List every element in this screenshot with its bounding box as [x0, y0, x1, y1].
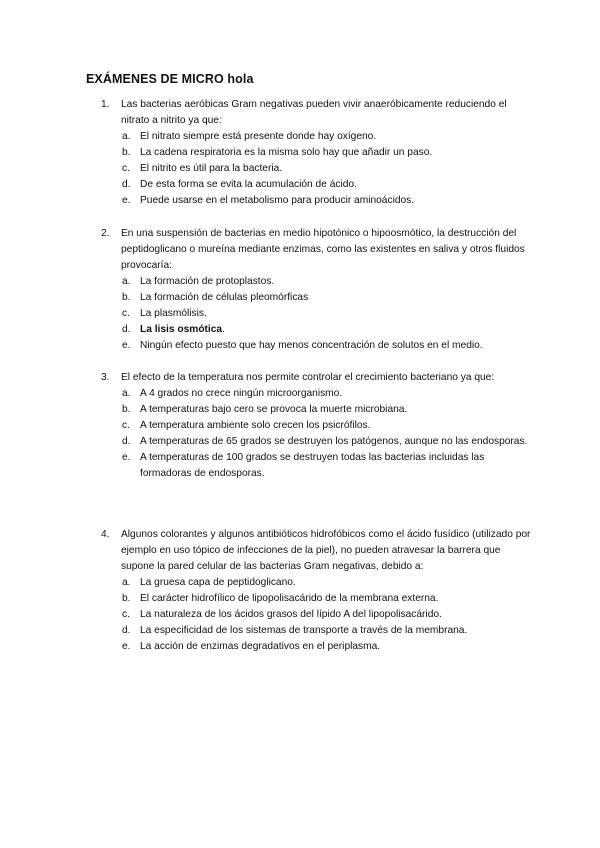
question-text: En una suspensión de bacterias en medio hipotónico o hipoosmótico, la destrucción del peptidoglicano o mureína mediante enzimas, como las existentes en saliva y otros fluidos provocaría:: [121, 228, 525, 271]
option-text: La especificidad de los sistemas de transporte a través de la membrana.: [140, 625, 468, 636]
option-letter: d.: [122, 625, 131, 636]
option-letter: a.: [122, 388, 131, 399]
option-e: [101, 450, 531, 482]
option-text: El nitrato siempre está presente donde hay oxígeno.: [140, 131, 377, 142]
option-text: De esta forma se evita la acumulación de ácido.: [140, 179, 357, 190]
option-a: [101, 386, 531, 402]
option-letter: e.: [122, 641, 131, 652]
option-letter: c.: [122, 308, 130, 319]
option-text: El nitrito es útil para la bacteria.: [140, 163, 283, 174]
option-text: La plasmólisis.: [140, 308, 207, 319]
option-suffix: .: [222, 324, 225, 335]
option-text: El carácter hidrofílico de lipopolisacárido de la membrana externa.: [140, 593, 439, 604]
option-text: La gruesa capa de peptidoglicano.: [140, 577, 296, 588]
option-letter: e.: [122, 452, 131, 463]
option-d: [101, 322, 531, 338]
option-b: [101, 145, 531, 161]
option-text: Ningún efecto puesto que hay menos concentración de solutos en el medio.: [140, 340, 483, 351]
option-c: [101, 607, 531, 623]
option-letter: d.: [122, 436, 131, 447]
option-text: A 4 grados no crece ningún microorganismo.: [140, 388, 343, 399]
option-text: La formación de células pleomórficas: [140, 292, 309, 303]
option-c: [101, 161, 531, 177]
option-letter: b.: [122, 292, 131, 303]
question-text: Algunos colorantes y algunos antibióticos hidrofóbicos como el ácido fusídico (utilizado por ejemplo en uso tópico de infecciones de la piel), no pueden atravesar la barrera que supone la pared celular de las bacterias Gram negativas, debido a:: [121, 529, 531, 572]
option-text: La formación de protoplastos.: [140, 276, 275, 287]
option-letter: d.: [122, 179, 131, 190]
option-letter: a.: [122, 577, 131, 588]
question-text: Las bacterias aeróbicas Gram negativas pueden vivir anaeróbicamente reduciendo el nitrato a nitrito ya que:: [121, 99, 507, 126]
option-letter: a.: [122, 276, 131, 287]
question-number: 3.: [101, 372, 110, 383]
option-list: [101, 386, 531, 482]
option-text: La naturaleza de los ácidos grasos del lípido A del lipopolisacárido.: [140, 609, 442, 620]
option-c: [101, 418, 531, 434]
option-text: A temperaturas de 65 grados se destruyen los patógenos, aunque no las endosporas.: [140, 436, 528, 447]
question-text: El efecto de la temperatura nos permite controlar el crecimiento bacteriano ya que:: [121, 372, 495, 383]
question-number: 4.: [101, 529, 110, 540]
option-a: [101, 575, 531, 591]
option-b: [101, 591, 531, 607]
option-letter: c.: [122, 609, 130, 620]
option-text: A temperatura ambiente solo crecen los psicrófilos.: [140, 420, 371, 431]
option-text: Puede usarse en el metabolismo para producir aminoácidos.: [140, 195, 415, 206]
option-letter: e.: [122, 195, 131, 206]
option-letter: a.: [122, 131, 131, 142]
option-e: [101, 193, 531, 209]
question-1: [101, 97, 531, 209]
option-d: [101, 623, 531, 639]
option-letter: e.: [122, 340, 131, 351]
question-2: [101, 226, 531, 354]
question-4: [101, 527, 531, 655]
option-d: [101, 434, 531, 450]
question-number: 1.: [101, 99, 110, 110]
option-b: [101, 290, 531, 306]
option-text: A temperaturas bajo cero se provoca la muerte microbiana.: [140, 404, 408, 415]
option-text: A temperaturas de 100 grados se destruyen todas las bacterias incluidas las formadoras de endosporas.: [140, 452, 485, 479]
question-number: 2.: [101, 228, 110, 239]
question-3: [101, 370, 531, 482]
option-text: La cadena respiratoria es la misma solo hay que añadir un paso.: [140, 147, 433, 158]
option-list: [101, 575, 531, 655]
option-letter: d.: [122, 324, 131, 335]
option-letter: b.: [122, 404, 131, 415]
option-a: [101, 129, 531, 145]
option-e: [101, 338, 531, 354]
option-list: [101, 274, 531, 354]
option-text: La lisis osmótica: [140, 324, 223, 335]
option-d: [101, 177, 531, 193]
option-e: [101, 639, 531, 655]
option-b: [101, 402, 531, 418]
option-letter: c.: [122, 163, 130, 174]
option-c: [101, 306, 531, 322]
option-letter: b.: [122, 593, 131, 604]
option-letter: b.: [122, 147, 131, 158]
option-letter: c.: [122, 420, 130, 431]
option-a: [101, 274, 531, 290]
option-list: [101, 129, 531, 209]
document-title: EXÁMENES DE MICRO hola: [86, 72, 254, 86]
option-text: La acción de enzimas degradativos en el periplasma.: [140, 641, 381, 652]
